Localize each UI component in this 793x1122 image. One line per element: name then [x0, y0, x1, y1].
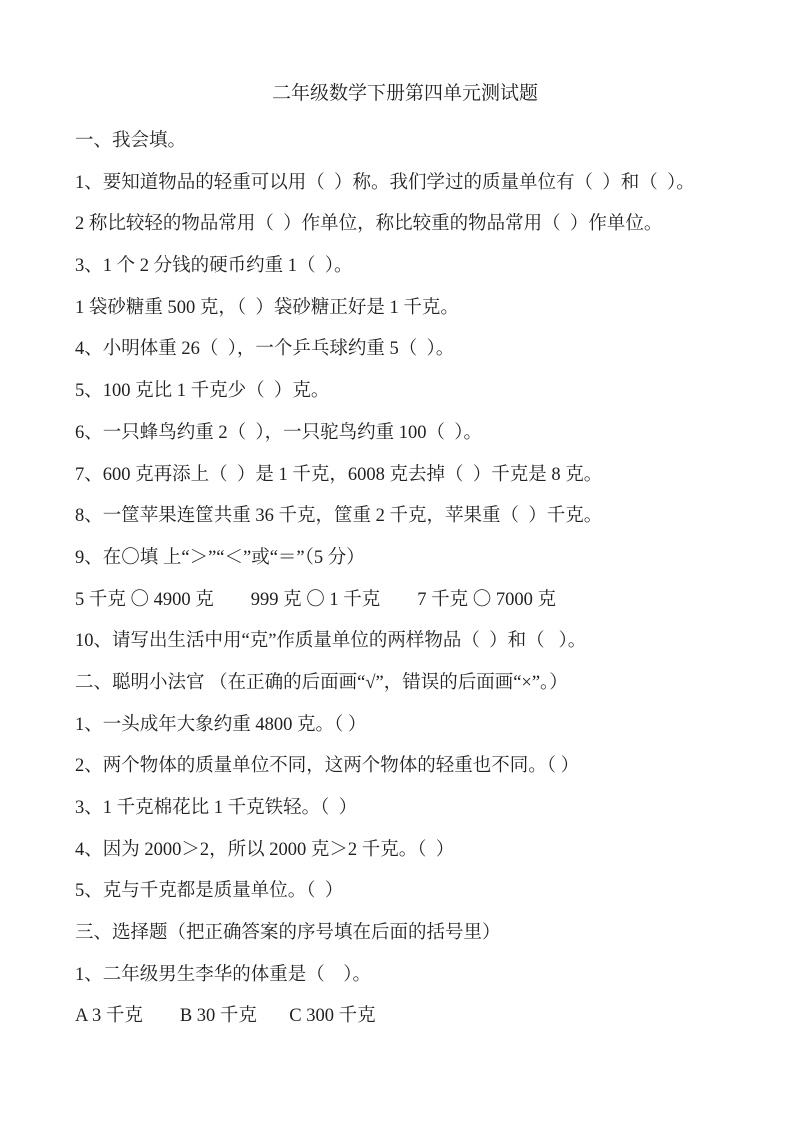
comparison-row: 5 千克 〇 4900 克 999 克 〇 1 千克 7 千克 〇 7000 克 — [75, 589, 557, 610]
question-line-s1-q1: 1、要知道物品的轻重可以用（ ）称。我们学过的质量单位有（ ）和（ ）。 — [75, 172, 695, 193]
question-line-s1-q7: 7、600 克再添上（ ）是 1 千克，6008 克去掉（ ）千克是 8 克。 — [75, 464, 603, 485]
question-line-s1-q9: 9、在〇填 上“＞”“＜”或“＝”（5 分） — [75, 547, 365, 568]
choice-options-row: A 3 千克 B 30 千克 C 300 千克 — [75, 1006, 376, 1027]
question-line-s1-q5: 5、100 克比 1 千克少（ ）克。 — [75, 381, 330, 402]
question-line-s1-q2: 2 称比较轻的物品常用（ ）作单位，称比较重的物品常用（ ）作单位。 — [75, 214, 663, 235]
question-line-s2-q4: 4、因为 2000＞2，所以 2000 克＞2 千克。（ ） — [75, 839, 455, 860]
section-2-heading: 二、聪明小法官 （在正确的后面画“√”，错误的后面画“×”。） — [75, 672, 568, 693]
question-line-s1-q3: 3、1 个 2 分钱的硬币约重 1（ ）。 — [75, 256, 353, 277]
section-1-heading: 一、我会填。 — [75, 131, 187, 151]
question-line-s2-q2: 2、两个物体的质量单位不同，这两个物体的轻重也不同。（ ） — [75, 756, 580, 777]
question-line-s1-q8: 8、一筐苹果连筐共重 36 千克，筐重 2 千克，苹果重（ ）千克。 — [75, 506, 603, 527]
question-line-s3-q1: 1、二年级男生李华的体重是（ ）。 — [75, 964, 372, 985]
section-3-heading: 三、选择题（把正确答案的序号填在后面的括号里） — [75, 923, 501, 944]
question-line-s1-q10: 10、请写出生活中用“克”作质量单位的两样物品（ ）和（ ）。 — [75, 631, 587, 652]
question-line-s2-q3: 3、1 千克棉花比 1 千克铁轻。（ ） — [75, 798, 358, 818]
question-line-s2-q1: 1、一头成年大象约重 4800 克。（ ） — [75, 714, 367, 735]
question-line-s1-q6: 6、一只蜂鸟约重 2（ ），一只驼鸟约重 100（ ）。 — [75, 422, 483, 443]
question-line-s2-q5: 5、克与千克都是质量单位。（ ） — [75, 881, 344, 902]
question-line-s1-q4: 4、小明体重 26（ ），一个乒乓球约重 5（ ）。 — [75, 339, 455, 360]
question-line-s1-q3-continued: 1 袋砂糖重 500 克，（ ）袋砂糖正好是 1 千克。 — [75, 297, 459, 318]
page-title: 二年级数学下册第四单元测试题 — [271, 83, 538, 104]
